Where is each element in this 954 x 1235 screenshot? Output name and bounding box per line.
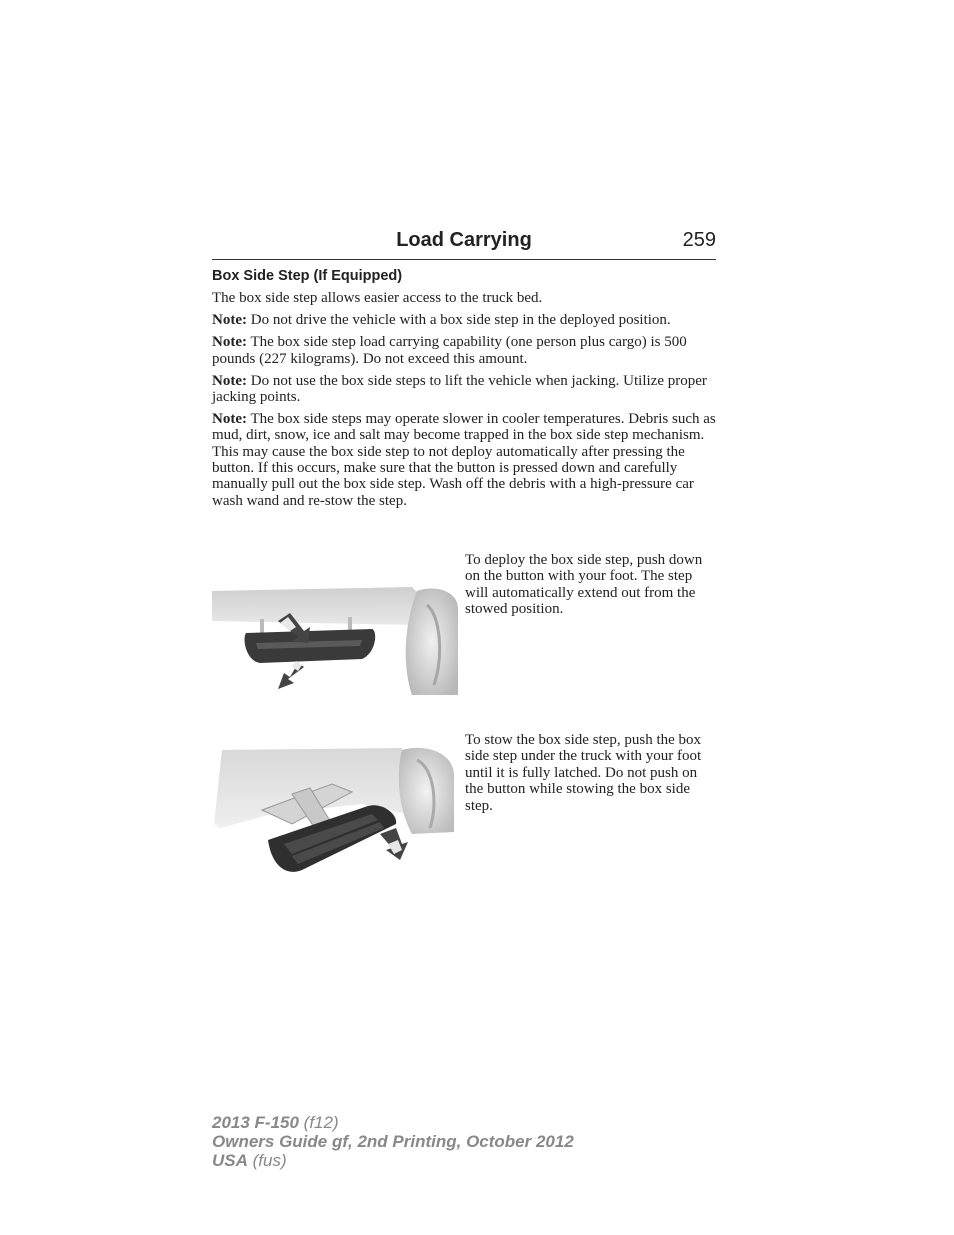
main-content xyxy=(212,268,716,515)
stow-step-illustration xyxy=(212,744,454,876)
note-text: The box side step load carrying capability (one person plus cargo) is 500 pounds (227 kilograms). Do not exceed this amount. xyxy=(212,334,687,367)
page-number: 259 xyxy=(682,229,716,251)
footer-model: 2013 F-150 xyxy=(212,1113,299,1132)
note-label: Note: xyxy=(212,334,247,351)
footer-model-code: (f12) xyxy=(298,1113,339,1132)
note-text: The box side steps may operate slower in cooler temperatures. Debris such as mud, dirt, snow, ice and salt may become trapped in the box side step mechanism. This may cause the box side step to not deploy automatically after pressing the button. If this occurs, make sure that the button is pressed down and carefully manually pull out the box side step. Wash off the debris with a high-pressure car wash wand and re-stow the step. xyxy=(212,410,716,509)
note-text: Do not drive the vehicle with a box side step in the deployed position. xyxy=(246,312,671,329)
note-label: Note: xyxy=(212,410,247,427)
footer-line xyxy=(212,1151,574,1170)
note-paragraph xyxy=(212,411,716,509)
note-paragraph xyxy=(212,334,716,367)
footer-line xyxy=(212,1113,574,1132)
footer-edition: Owners Guide gf, 2nd Printing, October 2012 xyxy=(212,1132,574,1151)
note-label: Note: xyxy=(212,312,247,329)
footer-market: USA xyxy=(212,1151,248,1170)
deploy-caption: To deploy the box side step, push down on the button with your foot. The step will automatically extend out from the stowed position. xyxy=(465,552,703,618)
intro-paragraph: The box side step allows easier access to the truck bed. xyxy=(212,290,543,307)
note-paragraph xyxy=(212,312,716,328)
note-paragraph xyxy=(212,373,716,406)
deploy-step-illustration xyxy=(212,585,458,697)
footer-market-code: (fus) xyxy=(247,1151,287,1170)
section-heading: Box Side Step (If Equipped) xyxy=(212,268,403,284)
note-label: Note: xyxy=(212,372,247,389)
page-header xyxy=(212,229,716,260)
chapter-title: Load Carrying xyxy=(396,229,532,251)
page-footer xyxy=(212,1113,574,1170)
note-text: Do not use the box side steps to lift the vehicle when jacking. Utilize proper jacking points. xyxy=(212,372,707,405)
stow-caption: To stow the box side step, push the box side step under the truck with your foot until it is fully latched. Do not push on the button while stowing the box side step. xyxy=(465,732,702,814)
